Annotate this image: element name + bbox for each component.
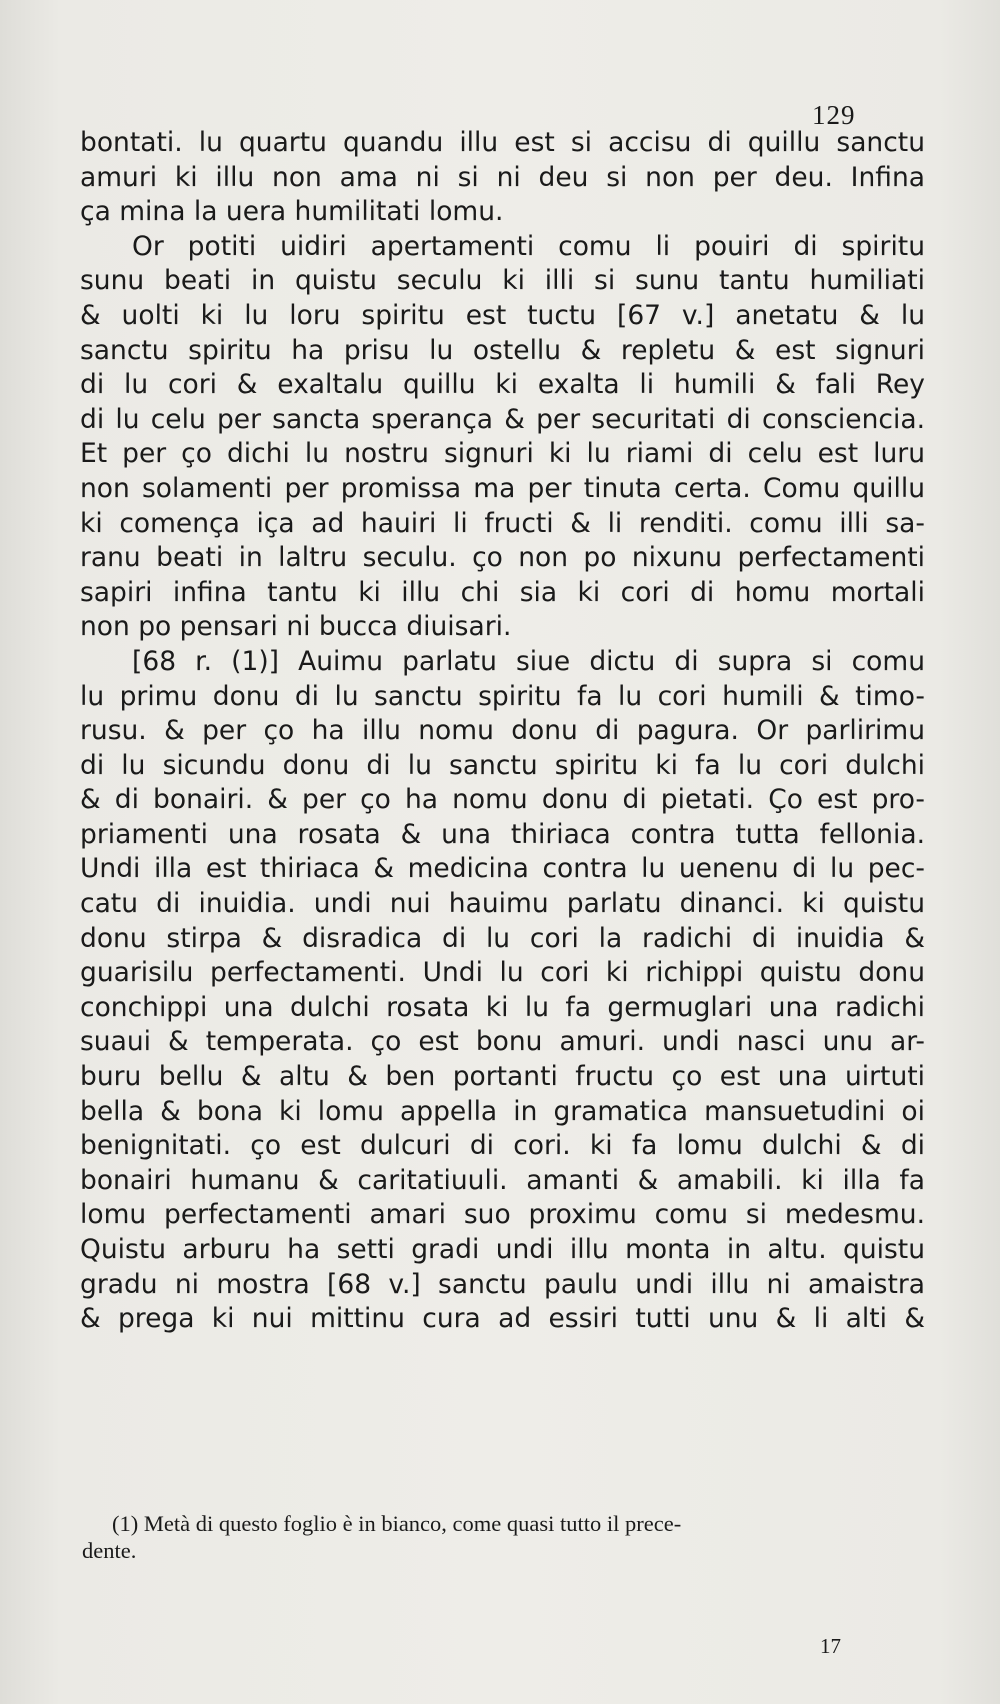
text-line: & di bonairi. & per ço ha nomu donu di pietati. Ço est pro- (80, 784, 925, 816)
footnote (82, 1510, 912, 1564)
text-line: di lu sicundu donu di lu sanctu spiritu ki fa lu cori dulchi (80, 749, 925, 781)
paragraph-start-line: Or potiti uidiri apertamenti comu li pouiri di spiritu (132, 230, 925, 262)
text-line: sanctu spiritu ha prisu lu ostellu & repletu & est signuri (80, 334, 925, 366)
text-line: suaui & temperata. ço est bonu amuri. undi nasci unu ar- (80, 1026, 925, 1058)
text-line: bonairi humanu & caritatiuuli. amanti & amabili. ki illa fa (80, 1164, 925, 1196)
text-line: ranu beati in laltru seculu. ço non po nixunu perfectamenti (80, 542, 925, 574)
paragraph-start-line: [68 r. (1)] Auimu parlatu siue dictu di supra si comu (132, 645, 925, 677)
text-line: ki comença iça ad hauiri li fructi & li renditi. comu illi sa- (80, 507, 925, 539)
text-line: bella & bona ki lomu appella in gramatica mansuetudini oi (80, 1095, 925, 1127)
text-line: di lu cori & exaltalu quillu ki exalta li humili & fali Rey (80, 369, 925, 401)
body-text (80, 126, 925, 1337)
text-line: conchippi una dulchi rosata ki lu fa germuglari una radichi (80, 991, 925, 1023)
text-line: gradu ni mostra [68 v.] sanctu paulu undi illu ni amaistra (80, 1268, 925, 1300)
text-line: ça mina la uera humilitati lomu. (80, 196, 504, 228)
text-line: Undi illa est thiriaca & medicina contra lu uenenu di lu pec- (80, 853, 925, 885)
text-line: rusu. & per ço ha illu nomu donu di pagura. Or parlirimu (80, 715, 925, 747)
text-line: Quistu arburu ha setti gradi undi illu monta in altu. quistu (80, 1234, 925, 1265)
page-number: 129 (812, 100, 856, 130)
text-line: sunu beati in quistu seculu ki illi si sunu tantu humiliati (80, 265, 925, 297)
text-line: Et per ço dichi lu nostru signuri ki lu riami di celu est luru (80, 438, 925, 470)
signature-mark: 17 (820, 1634, 841, 1658)
text-line: amuri ki illu non ama ni si ni deu si non per deu. Infina (80, 161, 925, 193)
footnote-line: (1) Metà di questo foglio è in bianco, come quasi tutto il prece- (112, 1511, 682, 1536)
text-line: lu primu donu di lu sanctu spiritu fa lu cori humili & timo- (80, 680, 925, 712)
text-line: catu di inuidia. undi nui hauimu parlatu dinanci. ki quistu (80, 888, 925, 920)
text-line: buru bellu & altu & ben portanti fructu ço est una uirtuti (80, 1061, 925, 1093)
text-line: guarisilu perfectamenti. Undi lu cori ki richippi quistu donu (80, 957, 925, 989)
text-line: & prega ki nui mittinu cura ad essiri tutti unu & li alti & (80, 1303, 925, 1335)
text-line: & uolti ki lu loru spiritu est tuctu [67 v.] anetatu & lu (80, 299, 925, 331)
text-line: sapiri infina tantu ki illu chi sia ki cori di homu mortali (80, 576, 925, 608)
text-line: lomu perfectamenti amari suo proximu comu si medesmu. (80, 1199, 925, 1231)
text-line: priamenti una rosata & una thiriaca contra tutta fellonia. (80, 818, 925, 850)
text-line: donu stirpa & disradica di lu cori la radichi di inuidia & (80, 922, 925, 954)
text-line: non po pensari ni bucca diuisari. (80, 611, 512, 643)
text-line: non solamenti per promissa ma per tinuta certa. Comu quillu (80, 472, 925, 504)
text-line: di lu celu per sancta sperança & per securitati di consciencia. (80, 403, 925, 435)
text-line: benignitati. ço est dulcuri di cori. ki fa lomu dulchi & di (80, 1130, 925, 1162)
footnote-line: dente. (82, 1538, 137, 1563)
text-line: bontati. lu quartu quandu illu est si accisu di quillu sanctu (80, 127, 925, 158)
